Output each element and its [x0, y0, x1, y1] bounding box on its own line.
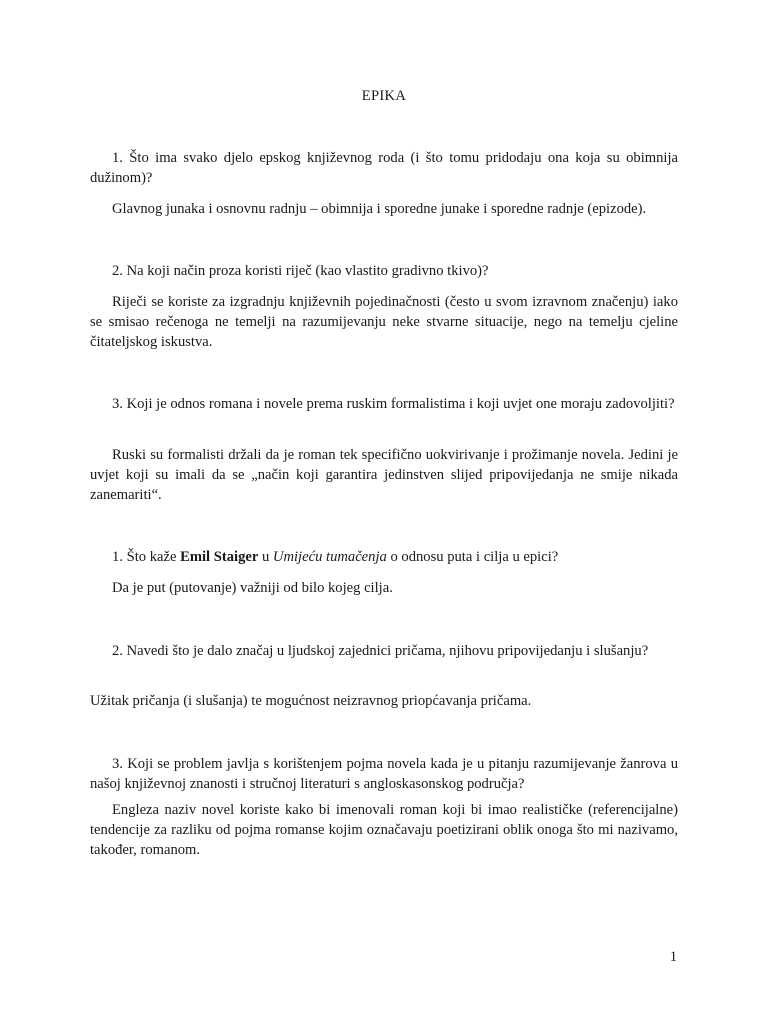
answer-3: Ruski su formalisti držali da je roman tek specifično uokvirivanje i prožimanje novela. Jedini je uvjet koji su imali da se „način koji garantira jedinstven slijed pripovijedanja ne smije nikada zanemariti“.: [90, 447, 678, 503]
document-title: EPIKA: [361, 88, 407, 104]
question-4: [90, 547, 678, 567]
question-3: 3. Koji je odnos romana i novele prema ruskim formalistima i koji uvjet one moraju zadovoljiti?: [112, 396, 675, 412]
question-4-suffix: o odnosu puta i cilja u epici?: [386, 549, 559, 565]
question-4-work: Umijeću tumačenja: [272, 549, 387, 565]
answer-5: Užitak pričanja (i slušanja) te mogućnost neizravnog priopćavanja pričama.: [90, 693, 532, 709]
answer-1: Glavnog junaka i osnovnu radnju – obimnija i sporedne junake i sporedne radnje (epizode).: [112, 201, 647, 217]
question-1: 1. Što ima svako djelo epskog književnog roda (i što tomu pridodaju ona koja su obimnija dužinom)?: [90, 150, 678, 186]
question-4-prefix: 1. Što kaže: [112, 549, 181, 565]
answer-4: Da je put (putovanje) važniji od bilo kojeg cilja.: [112, 580, 393, 596]
question-4-middle: u: [258, 549, 273, 565]
question-4-author: Emil Staiger: [180, 549, 259, 565]
answer-2: Riječi se koriste za izgradnju književnih pojedinačnosti (često u svom izravnom značenju) iako se smisao rečenoga ne temelji na razumijevanju neke stvarne situacije, nego na temelju cjeline čitateljskog iskustva.: [90, 294, 678, 350]
answer-6: Engleza naziv novel koriste kako bi imenovali roman koji bi imao realističke (referencijalne) tendencije za razliku od pojma romanse kojim označavaju poetizirani oblik onoga što mi nazivamo, također, romanom.: [90, 802, 678, 858]
question-5: 2. Navedi što je dalo značaj u ljudskoj zajednici pričama, njihovu pripovijedanju i slušanju?: [112, 643, 649, 659]
question-2: 2. Na koji način proza koristi riječ (kao vlastito gradivno tkivo)?: [112, 263, 489, 279]
question-6: 3. Koji se problem javlja s korištenjem pojma novela kada je u pitanju razumijevanje žanrova u našoj književnoj znanosti i stručnoj literaturi s angloskasonskog područja?: [90, 756, 678, 792]
page-number: 1: [669, 949, 677, 965]
